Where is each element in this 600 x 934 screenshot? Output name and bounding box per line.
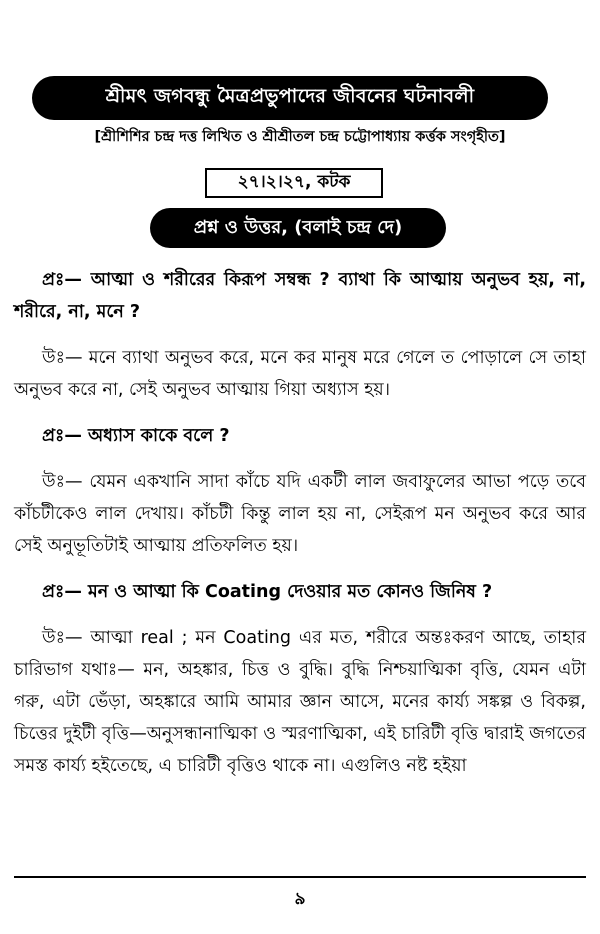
body-text bbox=[14, 264, 586, 796]
footer-divider bbox=[14, 876, 586, 878]
book-title: শ্রীমৎ জগবন্ধু মৈত্রপ্রভুপাদের জীবনের ঘটনাবলী bbox=[105, 85, 475, 107]
answer-paragraph: উঃ— যেমন একখানি সাদা কাঁচে যদি একটী লাল জবাফুলের আভা পড়ে তবে কাঁচটীকেও লাল দেখায়। কাঁচটী কিন্তু লাল হয় না, সেইরূপ মন অনুভব করে আর সেই অনুভূতিটাই আত্মায় প্রতিফলিত হয়। bbox=[14, 472, 586, 556]
question-paragraph: প্রঃ— আত্মা ও শরীরের কিরূপ সম্বন্ধ ? ব্যাথা কি আত্মায় অনুভব হয়, না, শরীরে, না, মনে ? bbox=[14, 270, 586, 322]
answer-paragraph: উঃ— আত্মা real ; মন Coating এর মত, শরীরে অন্তঃকরণ আছে, তাহার চারিভাগ যথাঃ— মন, অহঙ্কার, চিত্ত ও বুদ্ধি। বুদ্ধি নিশ্চয়াত্মিকা বৃত্তি, যেমন এটা গরু, এটা ভেঁড়া, অহঙ্কারে আমি আমার জ্ঞান আসে, মনের কার্য্য সঙ্কল্প ও বিকল্প, চিত্তের দুইটী বৃত্তি—অনুসন্ধানাত্মিকা ও স্মরণাত্মিকা, এই চারিটী বৃত্তি দ্বারাই জগতের সমস্ত কার্য্য হইতেছে, এ চারিটী বৃত্তিও থাকে না। এগুলিও নষ্ট হইয়া bbox=[14, 628, 586, 776]
answer-paragraph: উঃ— মনে ব্যাথা অনুভব করে, মনে কর মানুষ মরে গেলে ত পোড়ালে সে তাহা অনুভব করে না, সেই অনুভব আত্মায় গিয়া অধ্যাস হয়। bbox=[14, 348, 586, 400]
question-paragraph: প্রঃ— মন ও আত্মা কি Coating দেওয়ার মত কোনও জিনিষ ? bbox=[42, 582, 493, 602]
date-place-box bbox=[205, 168, 383, 198]
question-paragraph: প্রঃ— অধ্যাস কাকে বলে ? bbox=[42, 426, 230, 446]
date-place: ২৭।২।২৭, কটক bbox=[237, 172, 351, 192]
page-number: ৯ bbox=[294, 889, 306, 909]
attribution-line: [শ্রীশিশির চন্দ্র দত্ত লিখিত ও শ্রীশ্রীতল চন্দ্র চট্টোপাধ্যায় কর্ত্তক সংগৃহীত] bbox=[94, 129, 506, 145]
book-title-banner bbox=[32, 76, 548, 120]
section-title: প্রশ্ন ও উত্তর, (বলাই চন্দ্র দে) bbox=[193, 216, 403, 238]
section-heading bbox=[150, 208, 446, 248]
